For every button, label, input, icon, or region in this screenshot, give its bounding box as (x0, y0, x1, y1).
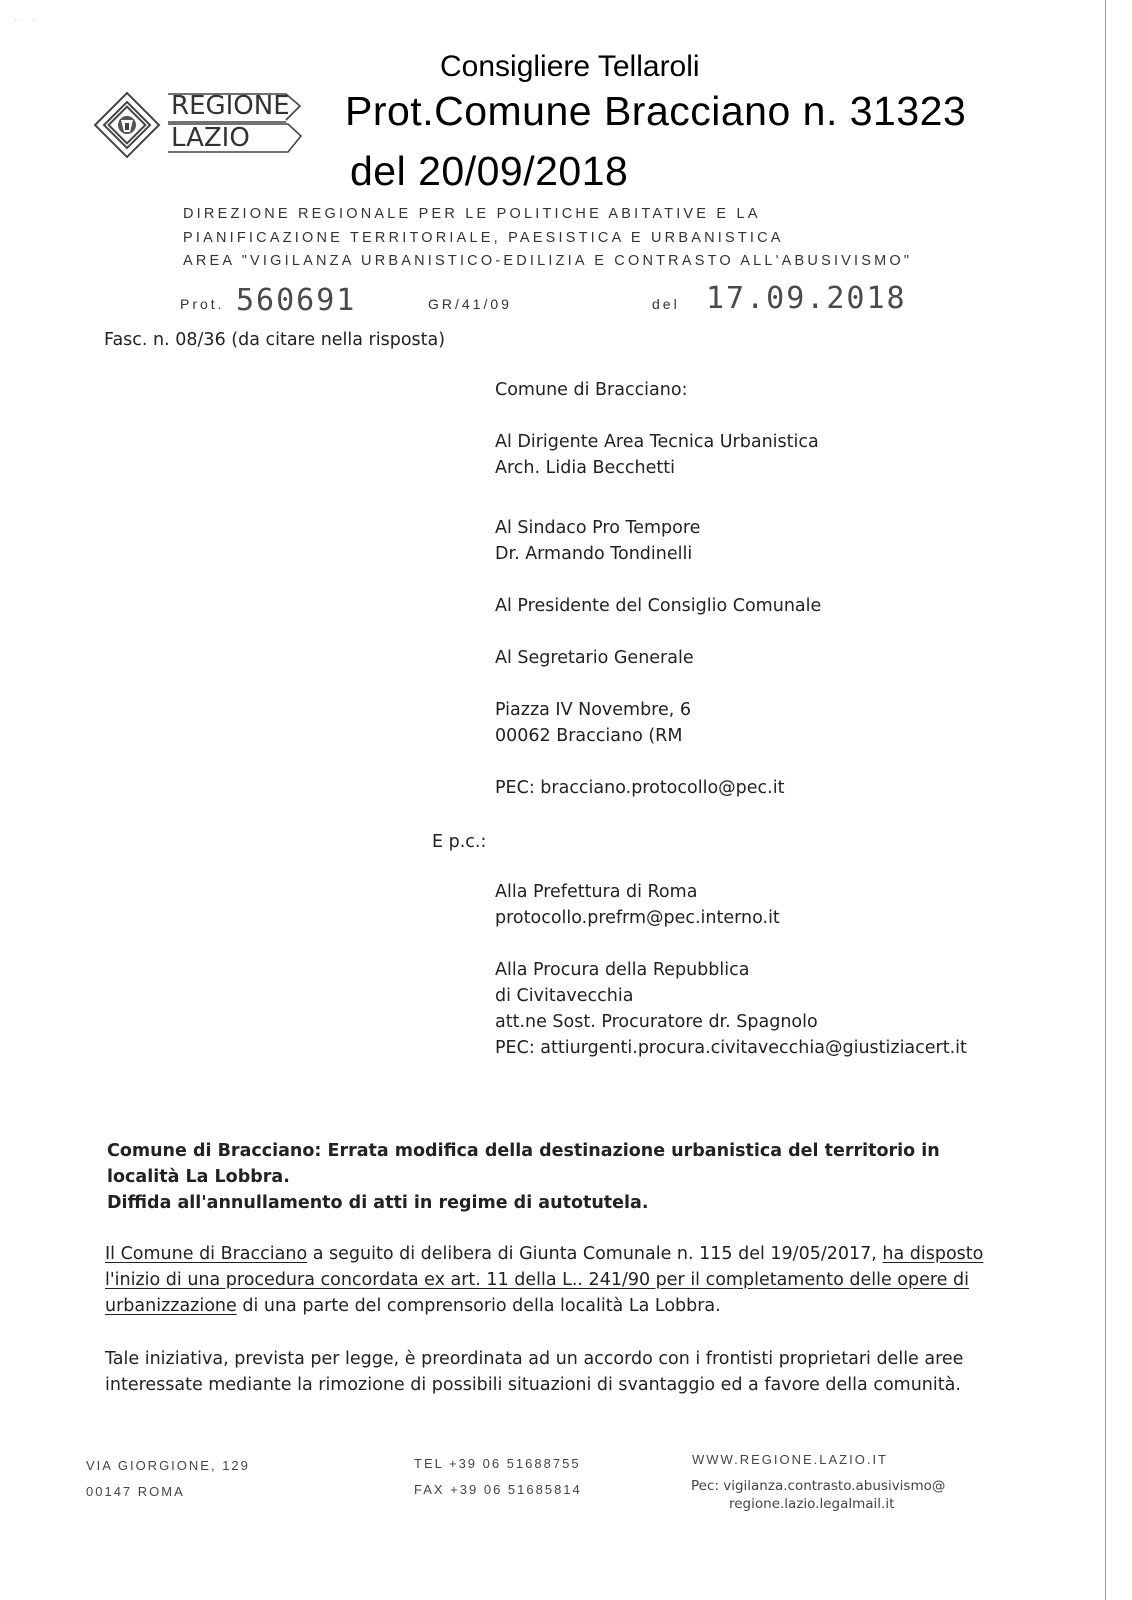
prot-label: Prot. (180, 296, 225, 312)
prot-number-handwritten: 560691 (236, 283, 357, 318)
subject-line-2: località La Lobbra. (107, 1167, 290, 1187)
department-line-3: AREA "VIGILANZA URBANISTICO-EDILIZIA E CONTRASTO ALL'ABUSIVISMO" (183, 253, 913, 269)
logo-word-lazio: LAZIO (171, 123, 250, 153)
recipient-prefettura-1: Alla Prefettura di Roma (495, 882, 698, 902)
del-label: del (652, 296, 680, 312)
scan-mark: ·· · (14, 14, 39, 25)
paragraph2-line-1: Tale iniziativa, prevista per legge, è preordinata ad un accordo con i frontisti proprietari delle aree (105, 1349, 964, 1369)
paragraph1-line-3 (105, 1296, 721, 1316)
overlay-date: del 20/09/2018 (350, 148, 629, 194)
recipient-dirigente-1: Al Dirigente Area Tecnica Urbanistica (495, 432, 819, 452)
footer-tel: TEL +39 06 51688755 (414, 1456, 581, 1471)
recipient-procura-2: di Civitavecchia (495, 986, 634, 1006)
recipient-prefettura-2: protocollo.prefrm@pec.interno.it (495, 908, 780, 928)
footer-fax: FAX +39 06 51685814 (414, 1482, 582, 1497)
date-handwritten: 17.09.2018 (706, 281, 907, 316)
underline-comune: Il Comune di Bracciano (105, 1244, 308, 1264)
recipient-procura-1: Alla Procura della Repubblica (495, 960, 750, 980)
paragraph1-line-3-rest: di una parte del comprensorio della località La Lobbra. (236, 1296, 721, 1316)
epc-label: E p.c.: (432, 832, 487, 852)
prot-code: GR/41/09 (428, 296, 512, 312)
footer-address-1: VIA GIORGIONE, 129 (86, 1458, 250, 1473)
regione-lazio-emblem-icon (92, 90, 162, 160)
recipient-segretario: Al Segretario Generale (495, 648, 694, 668)
page-edge-line (1105, 0, 1106, 1600)
footer-pec-2: regione.lazio.legalmail.it (729, 1496, 895, 1512)
overlay-author: Consigliere Tellaroli (440, 50, 700, 83)
footer-pec-1: Pec: vigilanza.contrasto.abusivismo@ (691, 1478, 946, 1494)
underline-urbanizzazione: urbanizzazione (105, 1296, 237, 1316)
recipient-procura-3: att.ne Sost. Procuratore dr. Spagnolo (495, 1012, 818, 1032)
recipient-sindaco-2: Dr. Armando Tondinelli (495, 544, 693, 564)
paragraph1-line-1-mid: a seguito di delibera di Giunta Comunale n. 115 del 19/05/2017, (307, 1244, 883, 1264)
footer-address-2: 00147 ROMA (86, 1484, 185, 1499)
paragraph1-line-1 (105, 1244, 983, 1264)
footer-website: WWW.REGIONE.LAZIO.IT (692, 1452, 888, 1467)
recipient-pec: PEC: bracciano.protocollo@pec.it (495, 778, 785, 798)
recipient-sindaco-1: Al Sindaco Pro Tempore (495, 518, 701, 538)
fascicolo: Fasc. n. 08/36 (da citare nella risposta) (104, 330, 446, 350)
recipient-procura-4: PEC: attiurgenti.procura.civitavecchia@giustiziacert.it (495, 1038, 967, 1058)
subject-line-1: Comune di Bracciano: Errata modifica della destinazione urbanistica del territorio in (107, 1141, 940, 1161)
overlay-protocol: Prot.Comune Bracciano n. 31323 (345, 88, 967, 134)
recipient-comune: Comune di Bracciano: (495, 380, 688, 400)
logo-word-regione: REGIONE (171, 91, 290, 121)
recipient-dirigente-2: Arch. Lidia Becchetti (495, 458, 675, 478)
recipient-address-2: 00062 Bracciano (RM (495, 726, 683, 746)
underline-ha-disposto: ha disposto (882, 1244, 984, 1264)
paragraph2-line-2: interessate mediante la rimozione di possibili situazioni di svantaggio ed a favore della comunità. (105, 1375, 961, 1395)
paragraph1-line-2 (105, 1270, 969, 1290)
department-line-2: PIANIFICAZIONE TERRITORIALE, PAESISTICA E URBANISTICA (183, 230, 784, 246)
recipient-presidente: Al Presidente del Consiglio Comunale (495, 596, 822, 616)
recipient-address-1: Piazza IV Novembre, 6 (495, 700, 692, 720)
subject-line-3: Diffida all'annullamento di atti in regime di autotutela. (107, 1193, 649, 1213)
department-line-1: DIREZIONE REGIONALE PER LE POLITICHE ABITATIVE E LA (183, 206, 761, 222)
underline-procedura: l'inizio di una procedura concordata ex art. 11 della L.. 241/90 per il completamento delle opere di (105, 1270, 969, 1290)
